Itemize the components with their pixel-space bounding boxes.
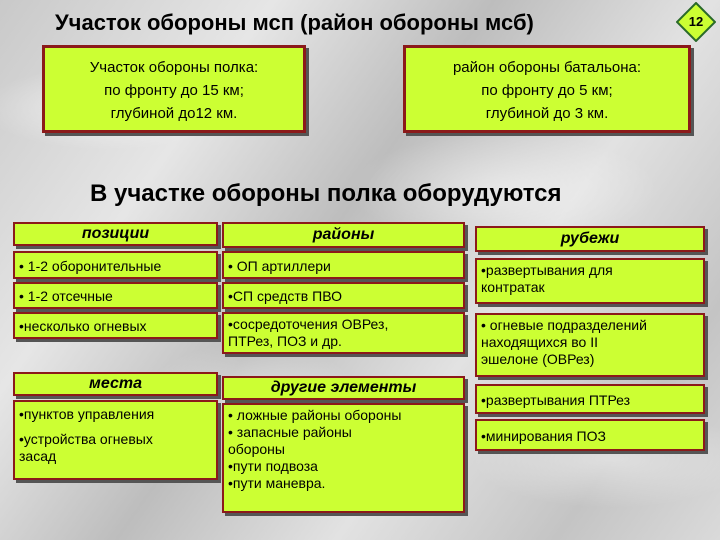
battalion-line-3: глубиной до 3 км. xyxy=(485,105,609,122)
other-elements-list: • ложные районы обороны • запасные районы обороны •пути подвоза •пути маневра. xyxy=(222,403,465,513)
positions-item-1: • 1-2 оборонительные xyxy=(13,251,218,279)
page-number: 12 xyxy=(688,14,704,29)
regiment-line-3: глубиной до12 км. xyxy=(110,105,238,122)
battalion-area-box xyxy=(403,45,691,133)
other-elements-header: другие элементы xyxy=(222,376,465,400)
positions-item-2: • 1-2 отсечные xyxy=(13,282,218,309)
places-list: •пунктов управления •устройства огневых засад xyxy=(13,400,218,480)
page-title: Участок обороны мсп (район обороны мсб) xyxy=(55,10,534,35)
lines-item-1: •развертывания для контратак xyxy=(475,258,705,304)
battalion-line-1: район обороны батальона: xyxy=(452,59,642,76)
page-number-badge xyxy=(676,2,716,42)
places-header: места xyxy=(13,372,218,396)
areas-item-3: •сосредоточения ОВРез, ПТРез, ПОЗ и др. xyxy=(222,312,465,354)
regiment-line-1: Участок обороны полка: xyxy=(89,59,259,76)
regiment-line-2: по фронту до 15 км; xyxy=(104,82,244,99)
positions-item-3: •несколько огневых xyxy=(13,312,218,339)
battalion-line-2: по фронту до 5 км; xyxy=(481,82,613,99)
areas-header: районы xyxy=(222,222,465,248)
section-heading: В участке обороны полка оборудуются xyxy=(90,180,562,207)
lines-item-4: •минирования ПОЗ xyxy=(475,419,705,451)
areas-item-1: • ОП артиллери xyxy=(222,251,465,279)
regiment-sector-box xyxy=(42,45,306,133)
lines-item-3: •развертывания ПТРез xyxy=(475,384,705,414)
positions-header: позиции xyxy=(13,222,218,246)
areas-item-2: •СП средств ПВО xyxy=(222,282,465,309)
lines-header: рубежи xyxy=(475,226,705,252)
lines-item-2: • огневые подразделений находящихся во II эшелоне (ОВРез) xyxy=(475,313,705,377)
